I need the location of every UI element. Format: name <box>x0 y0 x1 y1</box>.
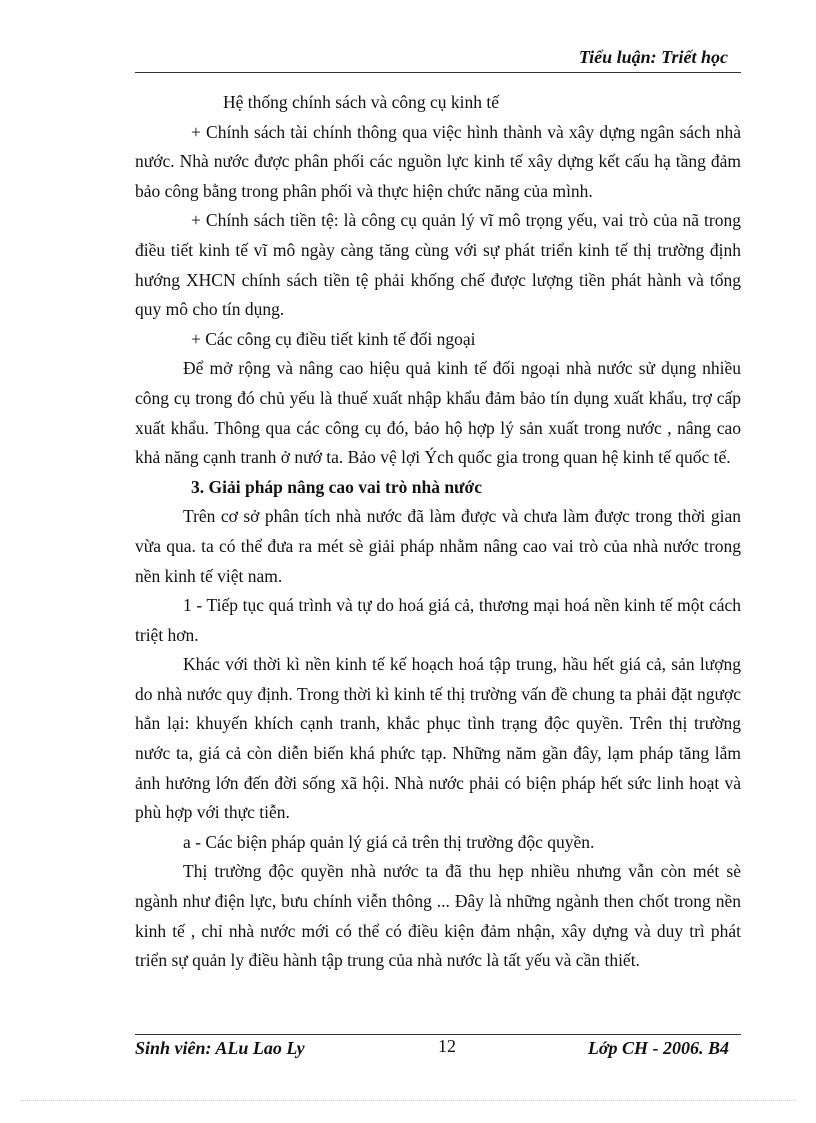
paragraph-subheading-monopoly-prices: a - Các biện pháp quản lý giá cả trên thị trường độc quyền. <box>183 831 595 852</box>
footer-class: Lớp CH - 2006. B4 <box>587 1038 729 1058</box>
paragraph-fiscal-policy: + Chính sách tài chính thông qua việc hình thành và xây dựng ngân sách nhà nước. Nhà nước được phân phối các nguồn lực kinh tế xây dựng kết cấu hạ tầng đảm bảo công bằng trong phân phối và thực hiện chức năng của mình. <box>135 121 741 201</box>
page-number: 12 <box>438 1036 456 1056</box>
footer-divider <box>135 1034 741 1035</box>
paragraph-solutions-intro: Trên cơ sở phân tích nhà nước đã làm được và chưa làm được trong thời gian vừa qua. ta có thể đưa ra mét sè giải pháp nhằm nâng cao vai trò của nhà nước trong nền kinh tế việt nam. <box>135 506 741 586</box>
paragraph-price-liberalization: Khác với thời kì nền kinh tế kế hoạch hoá tập trung, hầu hết giá cả, sản lượng do nhà nước quy định. Trong thời kì kinh tế thị trường vấn đề chung ta phải đặt ngược hẳn lại: khuyến khích cạnh tranh, khắc phục tình trạng độc quyền. Trên thị trường nước ta, giá cả còn diễn biến khá phức tạp. Những năm gần đây, lạm pháp tăng lắm ảnh hưởng lớn đến đời sống xã hội. Nhà nước phải có biện pháp hết sức linh hoạt và phù hợp với thực tiễn. <box>135 654 741 823</box>
header-divider <box>135 72 741 73</box>
paragraph-monetary-policy: + Chính sách tiền tệ: là công cụ quản lý vĩ mô trọng yếu, vai trò của nã trong điều tiết kinh tế vĩ mô ngày càng tăng cùng với sự phát triển kinh tế thị trường định hướng XHCN chính sách tiền tệ phải khống chế được lượng tiền phát hành và tổng quy mô cho tín dụng. <box>135 210 741 320</box>
paragraph-foreign-economic-tools: + Các công cụ điều tiết kinh tế đối ngoại <box>191 328 476 349</box>
page-edge-divider <box>20 1100 796 1101</box>
section-heading-solutions: 3. Giải pháp nâng cao vai trò nhà nước <box>191 476 483 497</box>
document-body <box>135 88 741 976</box>
paragraph-heading-policy-system: Hệ thống chính sách và công cụ kinh tế <box>223 92 500 112</box>
header-title: Tiểu luận: Triết học <box>578 47 728 67</box>
paragraph-foreign-economic-expansion: Để mở rộng và nâng cao hiệu quả kinh tế đối ngoại nhà nước sử dụng nhiều công cụ trong đó chủ yếu là thuế xuất nhập khẩu đảm bảo tín dụng xuất khẩu, trợ cấp xuất khẩu. Thông qua các công cụ đó, bảo hộ hợp lý sản xuất trong nước , nâng cao khả năng cạnh tranh ở nướ ta. Bảo vệ lợi Ých quốc gia trong quan hệ kinh tế quốc tế. <box>135 358 741 468</box>
paragraph-monopoly-market: Thị trường độc quyền nhà nước ta đã thu hẹp nhiều nhưng vẫn còn mét sè ngành như điện lực, bưu chính viễn thông ... Đây là những ngành then chốt trong nền kinh tế , chỉ nhà nước mới có thể có điều kiện đảm nhận, xây dựng và duy trì phát triển sự quản ly điều hành tập trung của nhà nước là tất yếu và cần thiết. <box>135 861 741 971</box>
paragraph-solution-1: 1 - Tiếp tục quá trình và tự do hoá giá cả, thương mại hoá nền kinh tế một cách triệt hơn. <box>135 595 741 645</box>
footer-student: Sinh viên: ALu Lao Ly <box>135 1038 305 1058</box>
page-footer <box>135 1038 741 1062</box>
